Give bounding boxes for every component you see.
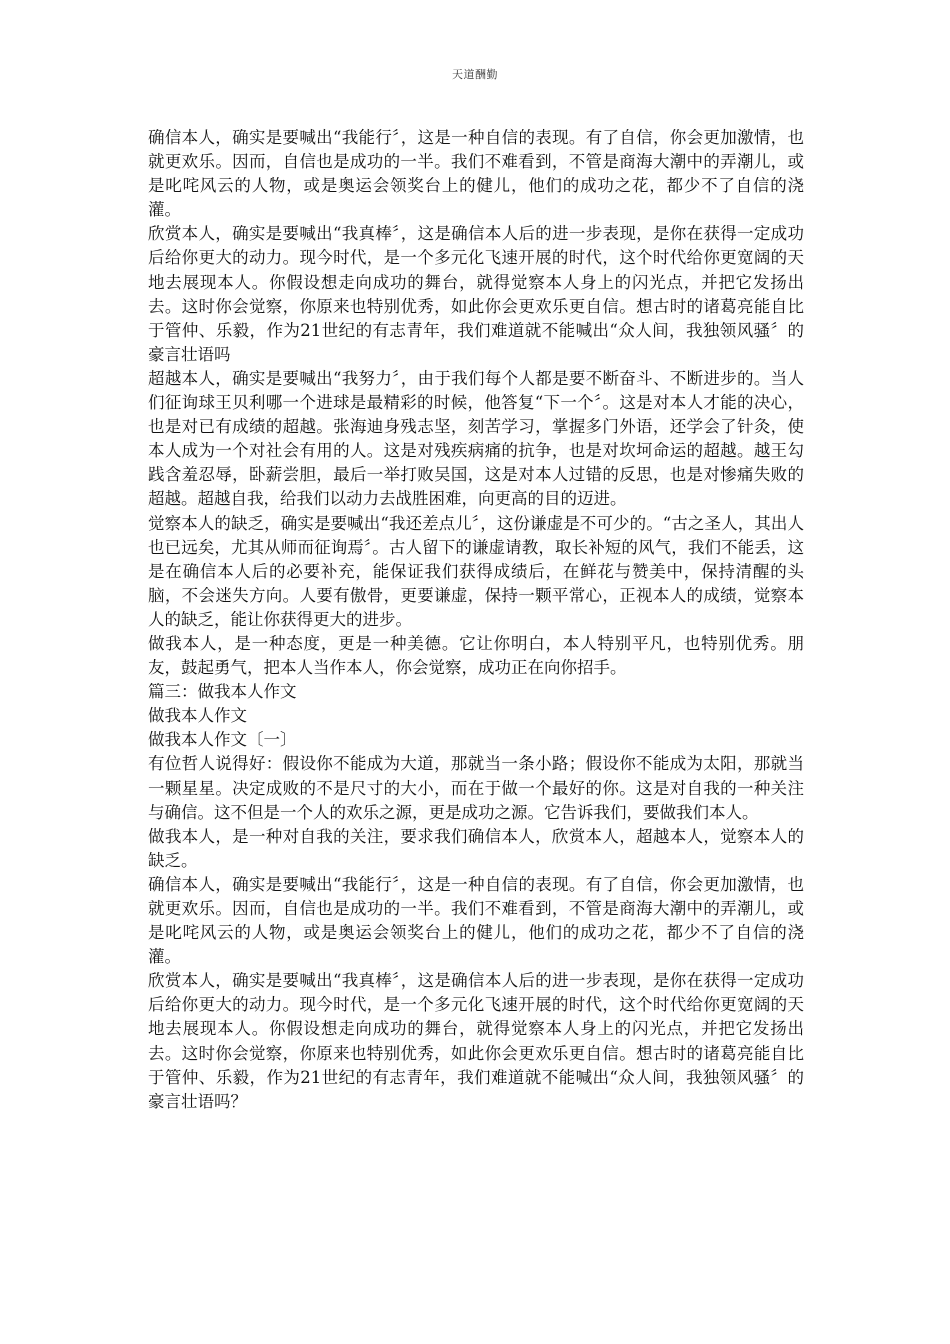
essay-subtitle-one: 做我本人作文〔一〕 <box>148 730 297 750</box>
paragraph-appreciate-self: 欣赏本人，确实是要喊出“我真棒〞，这是确信本人后的进一步表现，是你在获得一定成功后给你更大的动力。现今时代，是一个多元化飞速开展的时代，这个时代给你更宽阔的天地去展现本人。你假设想走向成功的舞台，就得觉察本人身上的闪光点，并把它发扬出去。这时你会觉察，你原来也特别优秀，如此你会更欢乐更自信。想古时的诸葛亮能自比于管仲、乐毅，作为21世纪的有志青年，我们难道就不能喊出“众人间，我独领风骚〞的豪言壮语吗 <box>148 224 804 364</box>
paragraph-surpass-self: 超越本人，确实是要喊出“我努力〞，由于我们每个人都是要不断奋斗、不断进步的。当人们征询球王贝利哪一个进球是最精彩的时候，他答复“下一个〞。这是对本人才能的决心，也是对已有成绩的超越。张海迪身残志坚，刻苦学习，掌握多门外语，还学会了针灸，使本人成为一个对社会有用的人。这是对残疾病痛的抗争，也是对坎坷命运的超越。越王勾践含羞忍辱，卧薪尝胆，最后一举打败吴国，这是对本人过错的反思，也是对惨痛失败的超越。超越自我，给我们以动力去战胜困难，向更高的目的迈进。 <box>148 368 804 509</box>
paragraph-discover-shortcomings: 觉察本人的缺乏，确实是要喊出“我还差点儿〞，这份谦虚是不可少的。“古之圣人，其出人也已远矣，尤其从师而征询焉〞。古人留下的谦虚请教，取长补短的风气，我们不能丢，这是在确信本人后的必要补充，能保证我们获得成绩后，在鲜花与赞美中，保持清醒的头脑，不会迷失方向。人要有傲骨，更要谦虚，保持一颗平常心，正视本人的成绩，觉察本人的缺乏，能让你获得更大的进步。 <box>148 513 804 629</box>
page-header: 天道酬勤 <box>452 68 498 81</box>
section-heading-part-three: 篇三：做我本人作文 <box>148 682 297 702</box>
essay-title: 做我本人作文 <box>148 706 247 726</box>
document-body <box>148 126 804 1114</box>
paragraph-appreciate-self-repeat: 欣赏本人，确实是要喊出“我真棒〞，这是确信本人后的进一步表现，是你在获得一定成功后给你更大的动力。现今时代，是一个多元化飞速开展的时代，这个时代给你更宽阔的天地去展现本人。你假设想走向成功的舞台，就得觉察本人身上的闪光点，并把它发扬出去。这时你会觉察，你原来也特别优秀，如此你会更欢乐更自信。想古时的诸葛亮能自比于管仲、乐毅，作为21世纪的有志青年，我们难道就不能喊出“众人间，我独领风骚〞的豪言壮语吗？ <box>148 971 804 1111</box>
paragraph-be-myself: 做我本人，是一种态度，更是一种美德。它让你明白，本人特别平凡，也特别优秀。朋友，鼓起勇气，把本人当作本人，你会觉察，成功正在向你招手。 <box>148 633 804 678</box>
paragraph-philosopher-quote: 有位哲人说得好：假设你不能成为大道，那就当一条小路；假设你不能成为太阳，那就当一颗星星。决定成败的不是尺寸的大小，而在于做一个最好的你。这是对自我的一种关注与确信。这不但是一个人的欢乐之源，更是成功之源。它告诉我们，要做我们本人。 <box>148 754 804 822</box>
paragraph-believe-self-repeat: 确信本人，确实是要喊出“我能行〞，这是一种自信的表现。有了自信，你会更加激情，也就更欢乐。因而，自信也是成功的一半。我们不难看到，不管是商海大潮中的弄潮儿，或是叱咤风云的人物，或是奥运会领奖台上的健儿，他们的成功之花，都少不了自信的浇灌。 <box>148 874 804 967</box>
paragraph-believe-self: 确信本人，确实是要喊出“我能行〞，这是一种自信的表现。有了自信，你会更加激情，也就更欢乐。因而，自信也是成功的一半。我们不难看到，不管是商海大潮中的弄潮儿，或是叱咤风云的人物，或是奥运会领奖台上的健儿，他们的成功之花，都少不了自信的浇灌。 <box>148 128 804 220</box>
paragraph-self-focus: 做我本人，是一种对自我的关注，要求我们确信本人，欣赏本人，超越本人，觉察本人的缺乏。 <box>148 826 804 870</box>
